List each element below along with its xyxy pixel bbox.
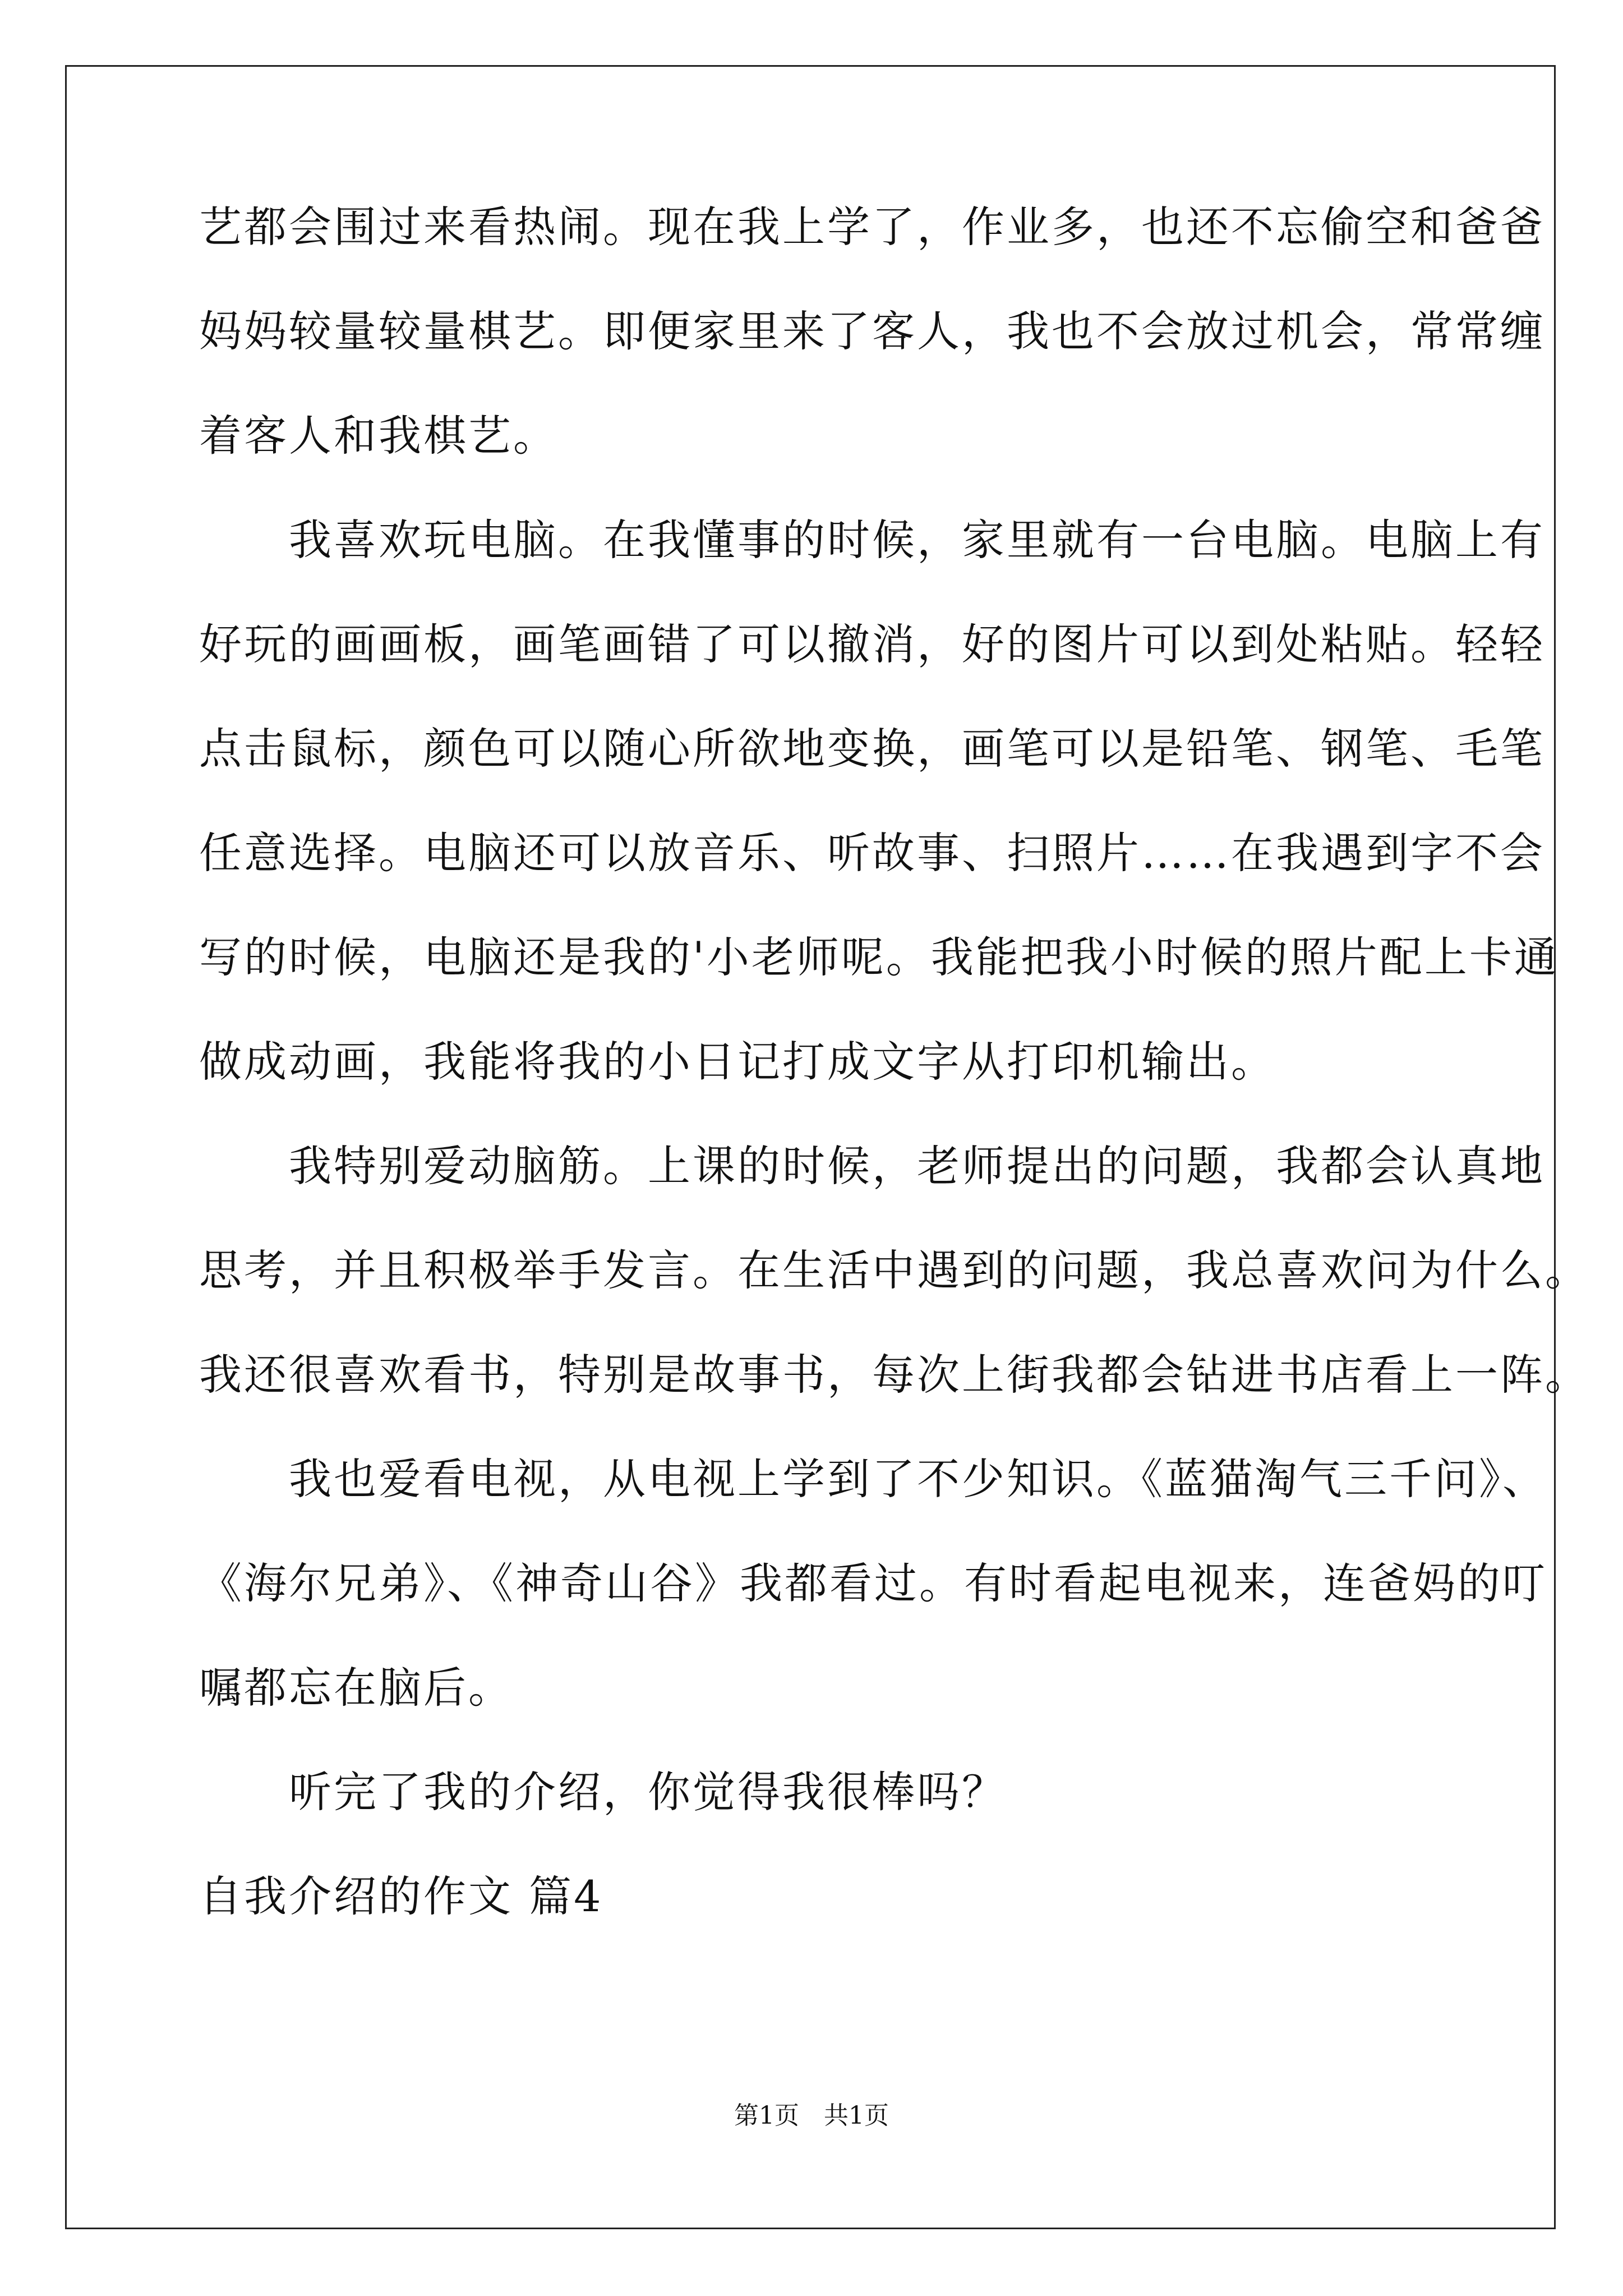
text-line: 妈妈较量较量棋艺。即便家里来了客人，我也不会放过机会，常常缠	[199, 306, 1545, 356]
text-line: 我也爱看电视，从电视上学到了不少知识。《蓝猫淘气三千问》、	[199, 1454, 1547, 1504]
text-line: 我喜欢玩电脑。在我懂事的时候，家里就有一台电脑。电脑上有	[199, 515, 1545, 565]
text-line: 我特别爱动脑筋。上课的时候，老师提出的问题，我都会认真地	[199, 1141, 1545, 1191]
text-line: 思考，并且积极举手发言。在生活中遇到的问题，我总喜欢问为什么。	[199, 1245, 1590, 1295]
text-line: 好玩的画画板，画笔画错了可以撤消，好的图片可以到处粘贴。轻轻	[199, 619, 1545, 669]
text-line: 《海尔兄弟》、《神奇山谷》我都看过。有时看起电视来，连爸妈的叮	[199, 1558, 1547, 1608]
text-line: 嘱都忘在脑后。	[199, 1663, 513, 1713]
text-line: 艺都会围过来看热闹。现在我上学了，作业多，也还不忘偷空和爸爸	[199, 202, 1545, 252]
text-line: 我还很喜欢看书，特别是故事书，每次上街我都会钻进书店看上一阵。	[199, 1350, 1590, 1400]
text-line: 任意选择。电脑还可以放音乐、听故事、扫照片……在我遇到字不会	[199, 828, 1545, 878]
text-line: 写的时候，电脑还是我的'小老师呢。我能把我小时候的照片配上卡通	[199, 932, 1559, 982]
section-heading: 自我介绍的作文 篇4	[199, 1871, 603, 1921]
text-line: 做成动画，我能将我的小日记打成文字从打印机输出。	[199, 1037, 1276, 1087]
page-number: 第1页 共1页	[734, 2101, 889, 2130]
text-line: 听完了我的介绍，你觉得我很棒吗？	[199, 1767, 1007, 1817]
text-line: 着客人和我棋艺。	[199, 411, 558, 461]
text-line: 点击鼠标，颜色可以随心所欲地变换，画笔可以是铅笔、钢笔、毛笔	[199, 724, 1545, 774]
